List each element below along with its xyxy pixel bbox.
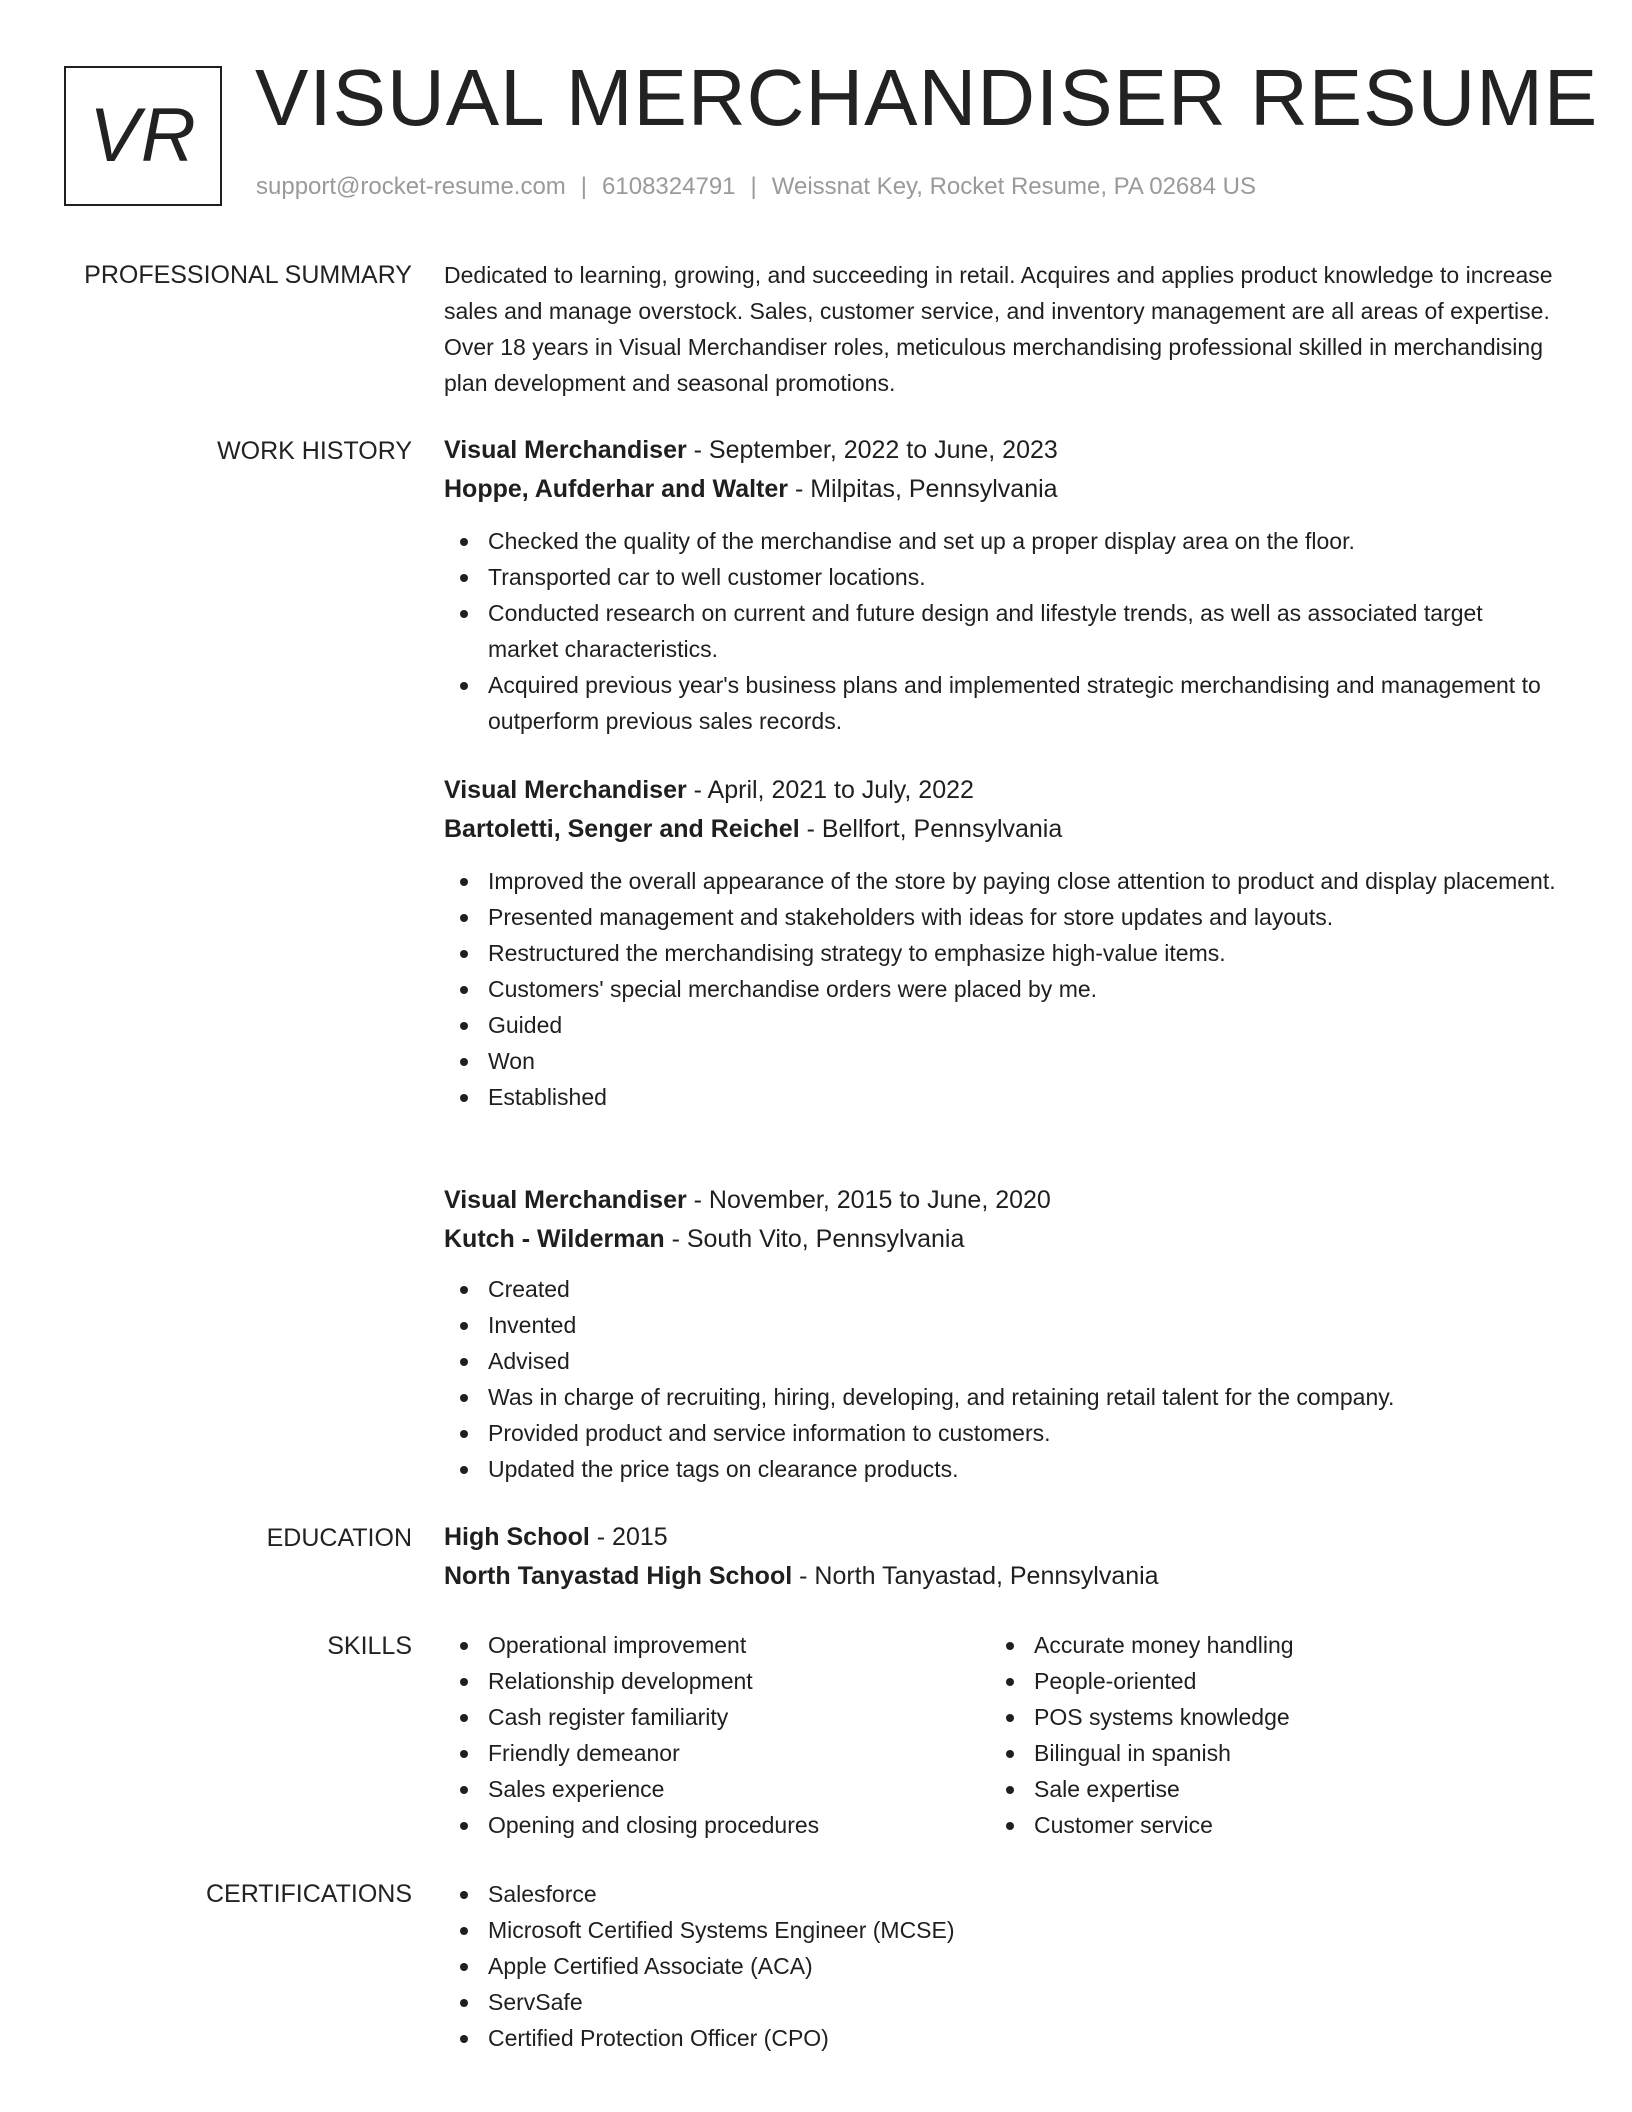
skills-columns xyxy=(444,1627,1559,1843)
skill-item: Customer service xyxy=(990,1807,1536,1843)
skills-block xyxy=(444,1627,1559,1843)
education-location: - North Tanyastad, Pennsylvania xyxy=(792,1562,1159,1590)
list-item: Improved the overall appearance of the store by paying close attention to product and display placement. xyxy=(444,863,1559,899)
contact-line xyxy=(256,175,1256,199)
monogram-box xyxy=(64,66,222,206)
job-entry xyxy=(444,431,1559,739)
list-item: Was in charge of recruiting, hiring, developing, and retaining retail talent for the company. xyxy=(444,1379,1559,1415)
contact-address: Weissnat Key, Rocket Resume, PA 02684 US xyxy=(771,173,1256,200)
job-dates: - September, 2022 to June, 2023 xyxy=(686,436,1058,464)
certification-item: Microsoft Certified Systems Engineer (MCSE) xyxy=(444,1912,1559,1948)
certification-item: ServSafe xyxy=(444,1984,1559,2020)
job-location: - Bellfort, Pennsylvania xyxy=(799,815,1063,843)
certifications-list xyxy=(444,1876,1559,2056)
skill-item: Sales experience xyxy=(444,1771,990,1807)
job-title-line xyxy=(444,431,1559,470)
skill-item: POS systems knowledge xyxy=(990,1699,1536,1735)
list-item: Advised xyxy=(444,1343,1559,1379)
section-label-summary: PROFESSIONAL SUMMARY xyxy=(84,261,412,289)
section-label-education: EDUCATION xyxy=(266,1524,412,1552)
list-item: Created xyxy=(444,1271,1559,1307)
job-title-line xyxy=(444,1181,1559,1220)
contact-separator: | xyxy=(580,173,588,200)
job-company-line xyxy=(444,470,1559,509)
job-company: Kutch - Wilderman xyxy=(444,1225,665,1253)
job-location: - South Vito, Pennsylvania xyxy=(664,1225,965,1253)
education-degree-line xyxy=(444,1518,1559,1557)
list-item: Conducted research on current and future design and lifestyle trends, as well as associated target market characteristics. xyxy=(444,595,1559,667)
job-dates: - April, 2021 to July, 2022 xyxy=(686,776,974,804)
list-item: Established xyxy=(444,1079,1559,1115)
job-bullets xyxy=(444,523,1559,739)
summary-text: Dedicated to learning, growing, and succeeding in retail. Acquires and applies product knowledge to increase sales and manage overstock. Sales, customer service, and inventory management are all areas of expertise. Over 18 years in Visual Merchandiser roles, meticulous merchandising professional skilled in merchandising plan development and seasonal promotions. xyxy=(444,262,1553,396)
resume-title: VISUAL MERCHANDISER RESUME xyxy=(255,53,1599,142)
skill-item: Operational improvement xyxy=(444,1627,990,1663)
certification-item: Apple Certified Associate (ACA) xyxy=(444,1948,1559,1984)
section-label-skills: SKILLS xyxy=(327,1632,412,1660)
job-bullets xyxy=(444,1271,1559,1487)
skill-item: Friendly demeanor xyxy=(444,1735,990,1771)
skill-item: People-oriented xyxy=(990,1663,1536,1699)
contact-email: support@rocket-resume.com xyxy=(256,173,566,200)
list-item: Provided product and service information to customers. xyxy=(444,1415,1559,1451)
education-year: - 2015 xyxy=(589,1523,668,1551)
list-item: Acquired previous year's business plans and implemented strategic merchandising and management to outperform previous sales records. xyxy=(444,667,1559,739)
skills-list-right xyxy=(990,1627,1536,1843)
list-item: Guided xyxy=(444,1007,1559,1043)
list-item: Invented xyxy=(444,1307,1559,1343)
education-school-line xyxy=(444,1557,1559,1596)
job-title: Visual Merchandiser xyxy=(444,776,687,804)
job-dates: - November, 2015 to June, 2020 xyxy=(686,1186,1051,1214)
job-company-line xyxy=(444,1220,1559,1259)
job-title: Visual Merchandiser xyxy=(444,436,687,464)
certification-item: Salesforce xyxy=(444,1876,1559,1912)
list-item: Transported car to well customer locations. xyxy=(444,559,1559,595)
list-item: Presented management and stakeholders with ideas for store updates and layouts. xyxy=(444,899,1559,935)
job-company: Hoppe, Aufderhar and Walter xyxy=(444,475,789,503)
job-title: Visual Merchandiser xyxy=(444,1186,687,1214)
section-label-work-history: WORK HISTORY xyxy=(217,437,412,465)
skill-item: Cash register familiarity xyxy=(444,1699,990,1735)
job-location: - Milpitas, Pennsylvania xyxy=(788,475,1058,503)
skills-list-left xyxy=(444,1627,990,1843)
job-entry xyxy=(444,1181,1559,1487)
list-item: Restructured the merchandising strategy to emphasize high-value items. xyxy=(444,935,1559,971)
job-company: Bartoletti, Senger and Reichel xyxy=(444,815,800,843)
certifications-block xyxy=(444,1876,1559,2056)
education-block xyxy=(444,1518,1559,1596)
skill-item: Relationship development xyxy=(444,1663,990,1699)
job-entry xyxy=(444,771,1559,1115)
skill-item: Accurate money handling xyxy=(990,1627,1536,1663)
contact-phone: 6108324791 xyxy=(602,173,736,200)
list-item: Updated the price tags on clearance products. xyxy=(444,1451,1559,1487)
summary-block xyxy=(444,257,1559,401)
job-title-line xyxy=(444,771,1559,810)
education-school: North Tanyastad High School xyxy=(444,1562,793,1590)
skill-item: Opening and closing procedures xyxy=(444,1807,990,1843)
skill-item: Bilingual in spanish xyxy=(990,1735,1536,1771)
list-item: Checked the quality of the merchandise and set up a proper display area on the floor. xyxy=(444,523,1559,559)
monogram-initials: VR xyxy=(89,93,197,178)
section-label-certifications: CERTIFICATIONS xyxy=(205,1880,412,1908)
list-item: Customers' special merchandise orders were placed by me. xyxy=(444,971,1559,1007)
skill-item: Sale expertise xyxy=(990,1771,1536,1807)
job-company-line xyxy=(444,810,1559,849)
job-bullets xyxy=(444,863,1559,1115)
certification-item: Certified Protection Officer (CPO) xyxy=(444,2020,1559,2056)
education-degree: High School xyxy=(444,1523,590,1551)
contact-separator: | xyxy=(750,173,757,200)
list-item: Won xyxy=(444,1043,1559,1079)
